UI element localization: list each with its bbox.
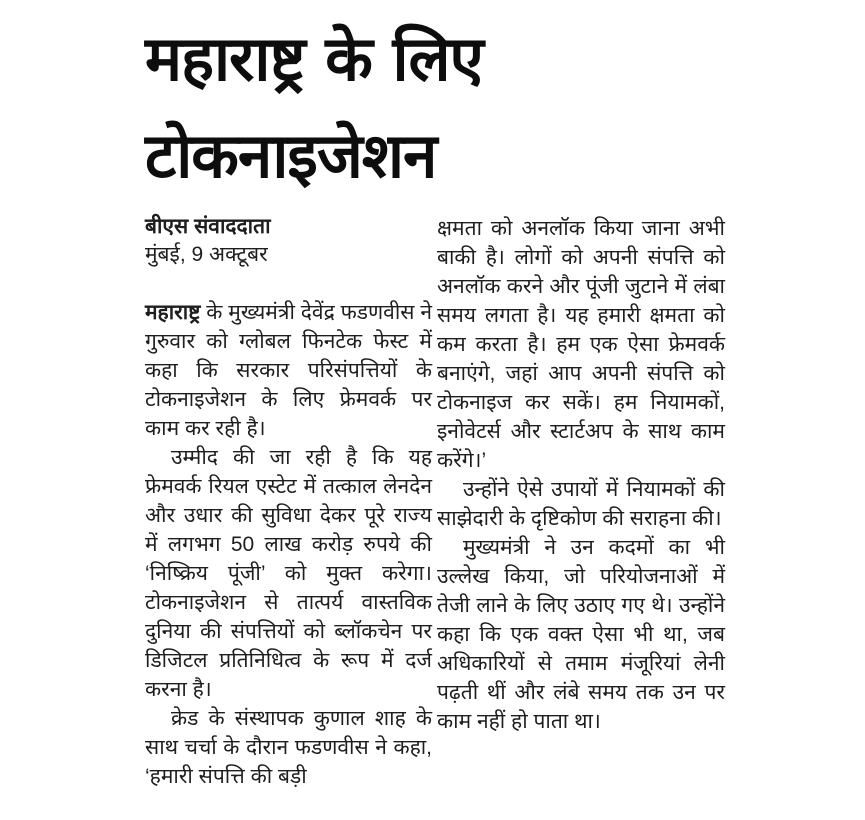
paragraph-left-1 bbox=[145, 298, 432, 443]
paragraph-text: के मुख्यमंत्री देवेंद्र फडणवीस ने गुरुवार को ग्लोबल फिनटेक फेस्ट में कहा कि सरकार परिसंपत्तियों के टोकनाइजेशन के लिए फ्रेमवर्क पर काम कर रही है। bbox=[145, 301, 432, 440]
article-headline bbox=[145, 10, 745, 204]
lead-word: महाराष्ट्र bbox=[145, 301, 201, 324]
headline-line-1: महाराष्ट्र के लिए bbox=[145, 22, 483, 95]
left-column bbox=[145, 213, 432, 791]
paragraph-right-1: क्षमता को अनलॉक किया जाना अभी बाकी है। लोगों को अपनी संपत्ति को अनलॉक करने और पूंजी जुटाने में लंबा समय लगता है। यह हमारी क्षमता को कम करता है। हम एक ऐसा फ्रेमवर्क बनाएंगे, जहां आप अपनी संपत्ति को टोकनाइज कर सकें। हम नियामकों, इनोवेटर्स और स्टार्टअप के साथ काम करेंगे।’ bbox=[437, 217, 725, 472]
byline: बीएस संवाददाता bbox=[145, 215, 271, 238]
paragraph-right-3: मुख्यमंत्री ने उन कदमों का भी उल्लेख किया, जो परियोजनाओं में तेजी लाने के लिए उठाए गए थे। उन्होंने कहा कि एक वक्त ऐसा भी था, जब अधिकारियों से तमाम मंजूरियां लेनी पढ़ती थीं और लंबे समय तक उन पर काम नहीं हो पाता था। bbox=[437, 536, 725, 733]
byline-block bbox=[145, 213, 432, 269]
paragraph-right-2: उन्होंने ऐसे उपायों में नियामकों की साझेदारी के दृष्टिकोण की सराहना की। bbox=[437, 478, 725, 530]
paragraph-left-2: उम्मीद की जा रही है कि यह फ्रेमवर्क रियल एस्टेट में तत्काल लेनदेन और उधार की सुविधा देकर पूरे राज्य में लगभग 50 लाख करोड़ रुपये की ‘निष्क्रिय पूंजी’ को मुक्त करेगा। टोकनाइजेशन से तात्पर्य वास्तविक दुनिया की संपत्तियों को ब्लॉकचेन पर डिजिटल प्रतिनिधित्व के रूप में दर्ज करना है। bbox=[145, 446, 432, 701]
paragraph-left-3: क्रेड के संस्थापक कुणाल शाह के साथ चर्चा के दौरान फडणवीस ने कहा, ‘हमारी संपत्ति की बड़ी bbox=[145, 707, 432, 788]
right-column bbox=[437, 214, 725, 736]
headline-line-2: टोकनाइजेशन bbox=[145, 119, 437, 192]
dateline: मुंबई, 9 अक्टूबर bbox=[145, 243, 268, 266]
